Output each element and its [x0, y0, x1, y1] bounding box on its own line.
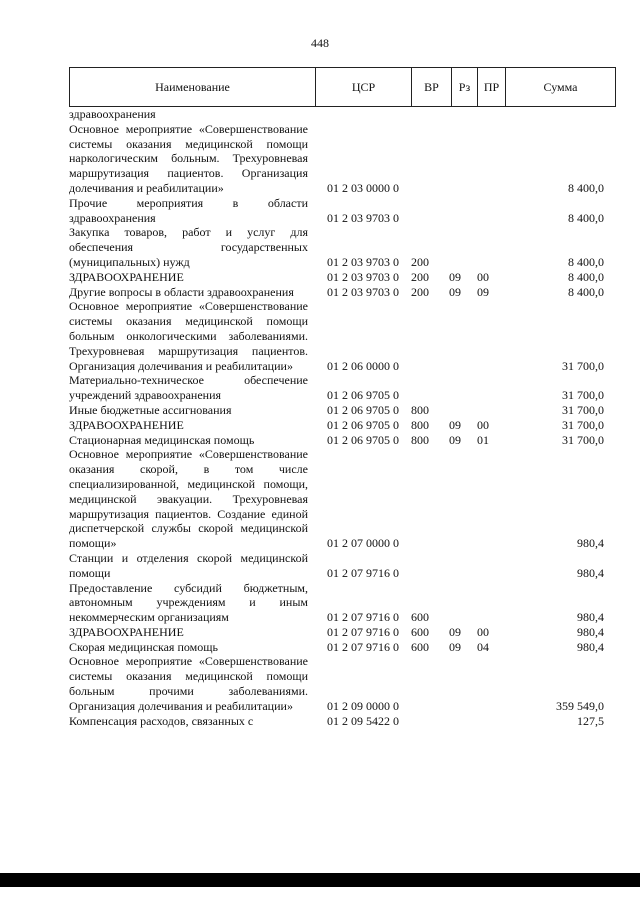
- row-sum: 980,4: [577, 610, 604, 625]
- row-csr: 01 2 03 9703 0: [327, 210, 399, 225]
- row-name: Иные бюджетные ассигнования: [69, 402, 232, 417]
- header-csr: ЦСР: [315, 68, 411, 106]
- row-vr: 800: [411, 432, 429, 447]
- row-name: Основное мероприятие «Совершенствование системы оказания медицинской помощи больным прочими заболеваниями. Организация долечивания и реабилитации»: [69, 654, 308, 713]
- table-row: [69, 581, 616, 625]
- header-vr: ВР: [411, 68, 451, 106]
- row-csr: 01 2 07 9716 0: [327, 565, 399, 580]
- row-rz: 09: [449, 417, 461, 432]
- row-name: Предоставление субсидий бюджетным, автономным учреждениям и иным некоммерческим организациям: [69, 580, 308, 625]
- table-row: [69, 447, 616, 551]
- row-csr: 01 2 07 0000 0: [327, 536, 399, 551]
- row-vr: 200: [411, 284, 429, 299]
- row-name: Прочие мероприятия в области здравоохранения: [69, 195, 308, 225]
- table-row: [69, 403, 616, 418]
- row-csr: 01 2 06 9705 0: [327, 417, 399, 432]
- table-row: [69, 270, 616, 285]
- row-pr: 00: [477, 624, 489, 639]
- table-row: [69, 122, 616, 196]
- row-name: ЗДРАВООХРАНЕНИЕ: [69, 417, 184, 432]
- row-csr: 01 2 06 0000 0: [327, 358, 399, 373]
- table-row: [69, 196, 616, 226]
- row-name: Основное мероприятие «Совершенствование системы оказания медицинской помощи наркологическим больным. Трехуровневая маршрутизация пациентов. Организация долечивания и реабилитации»: [69, 121, 308, 195]
- header-name: Наименование: [69, 68, 315, 106]
- header-pr: ПР: [477, 68, 505, 106]
- table-row: [69, 433, 616, 448]
- row-csr: 01 2 07 9716 0: [327, 639, 399, 654]
- row-rz: 09: [449, 284, 461, 299]
- table-row: [69, 551, 616, 581]
- row-name: Скорая медицинская помощь: [69, 639, 218, 654]
- row-sum: 8 400,0: [568, 210, 604, 225]
- page-number: 448: [311, 36, 329, 50]
- row-sum: 359 549,0: [556, 698, 604, 713]
- row-sum: 31 700,0: [562, 358, 604, 373]
- row-sum: 980,4: [577, 639, 604, 654]
- row-sum: 31 700,0: [562, 432, 604, 447]
- row-pr: 00: [477, 269, 489, 284]
- table-row: [69, 299, 616, 373]
- row-sum: 31 700,0: [562, 402, 604, 417]
- row-vr: 600: [411, 624, 429, 639]
- table-row: [69, 640, 616, 655]
- row-name: Закупка товаров, работ и услуг для обеспечения государственных (муниципальных) нужд: [69, 225, 308, 269]
- row-csr: 01 2 03 9703 0: [327, 284, 399, 299]
- row-sum: 127,5: [577, 713, 604, 728]
- row-rz: 09: [449, 432, 461, 447]
- row-pr: 01: [477, 432, 489, 447]
- row-name: Основное мероприятие «Совершенствование оказания скорой, в том числе специализированной, медицинской помощи, медицинской эвакуации. Трехуровневая маршрутизация пациентов. Создание единой диспетчерской службы скорой медицинской помощи»: [69, 447, 308, 551]
- row-vr: 600: [411, 610, 429, 625]
- row-rz: 09: [449, 639, 461, 654]
- table-row: [69, 107, 616, 122]
- scan-edge-bar: [0, 873, 640, 887]
- row-csr: 01 2 07 9716 0: [327, 624, 399, 639]
- row-pr: 04: [477, 639, 489, 654]
- row-csr: 01 2 06 9705 0: [327, 432, 399, 447]
- budget-table: [69, 67, 616, 728]
- row-name: Материально-техническое обеспечение учреждений здравоохранения: [69, 373, 308, 403]
- row-rz: 09: [449, 269, 461, 284]
- row-name: Станции и отделения скорой медицинской помощи: [69, 550, 308, 580]
- table-row: [69, 285, 616, 300]
- table-header: [69, 68, 616, 107]
- row-rz: 09: [449, 624, 461, 639]
- row-name: Компенсация расходов, связанных с: [69, 713, 254, 728]
- row-vr: 800: [411, 417, 429, 432]
- row-csr: 01 2 06 9705 0: [327, 402, 399, 417]
- row-name: ЗДРАВООХРАНЕНИЕ: [69, 269, 184, 284]
- table-body: [69, 107, 616, 728]
- row-name: Другие вопросы в области здравоохранения: [69, 284, 294, 299]
- table-row: [69, 373, 616, 403]
- table-row: [69, 225, 616, 269]
- table-row: [69, 625, 616, 640]
- row-vr: 200: [411, 269, 429, 284]
- table-row: [69, 654, 616, 713]
- row-vr: 200: [411, 254, 429, 269]
- row-pr: 00: [477, 417, 489, 432]
- row-name: ЗДРАВООХРАНЕНИЕ: [69, 624, 184, 639]
- row-vr: 800: [411, 402, 429, 417]
- row-sum: 8 400,0: [568, 180, 604, 195]
- row-name: Основное мероприятие «Совершенствование системы оказания медицинской помощи больным онкологическими заболеваниями. Трехуровневая маршрутизация пациентов. Организация долечивания и реабилитации»: [69, 299, 308, 373]
- row-sum: 980,4: [577, 565, 604, 580]
- row-csr: 01 2 07 9716 0: [327, 610, 399, 625]
- row-sum: 8 400,0: [568, 269, 604, 284]
- row-name: Стационарная медицинская помощь: [69, 432, 255, 447]
- row-csr: 01 2 03 9703 0: [327, 254, 399, 269]
- row-csr: 01 2 03 0000 0: [327, 180, 399, 195]
- row-sum: 980,4: [577, 624, 604, 639]
- row-sum: 31 700,0: [562, 417, 604, 432]
- row-csr: 01 2 06 9705 0: [327, 388, 399, 403]
- header-sum: Сумма: [505, 68, 616, 106]
- row-sum: 8 400,0: [568, 254, 604, 269]
- row-sum: 8 400,0: [568, 284, 604, 299]
- table-row: [69, 714, 616, 729]
- row-csr: 01 2 03 9703 0: [327, 269, 399, 284]
- row-vr: 600: [411, 639, 429, 654]
- row-sum: 980,4: [577, 536, 604, 551]
- row-sum: 31 700,0: [562, 388, 604, 403]
- row-csr: 01 2 09 0000 0: [327, 698, 399, 713]
- table-row: [69, 418, 616, 433]
- row-pr: 09: [477, 284, 489, 299]
- header-rz: Рз: [451, 68, 477, 106]
- row-csr: 01 2 09 5422 0: [327, 713, 399, 728]
- row-name: здравоохранения: [69, 107, 156, 121]
